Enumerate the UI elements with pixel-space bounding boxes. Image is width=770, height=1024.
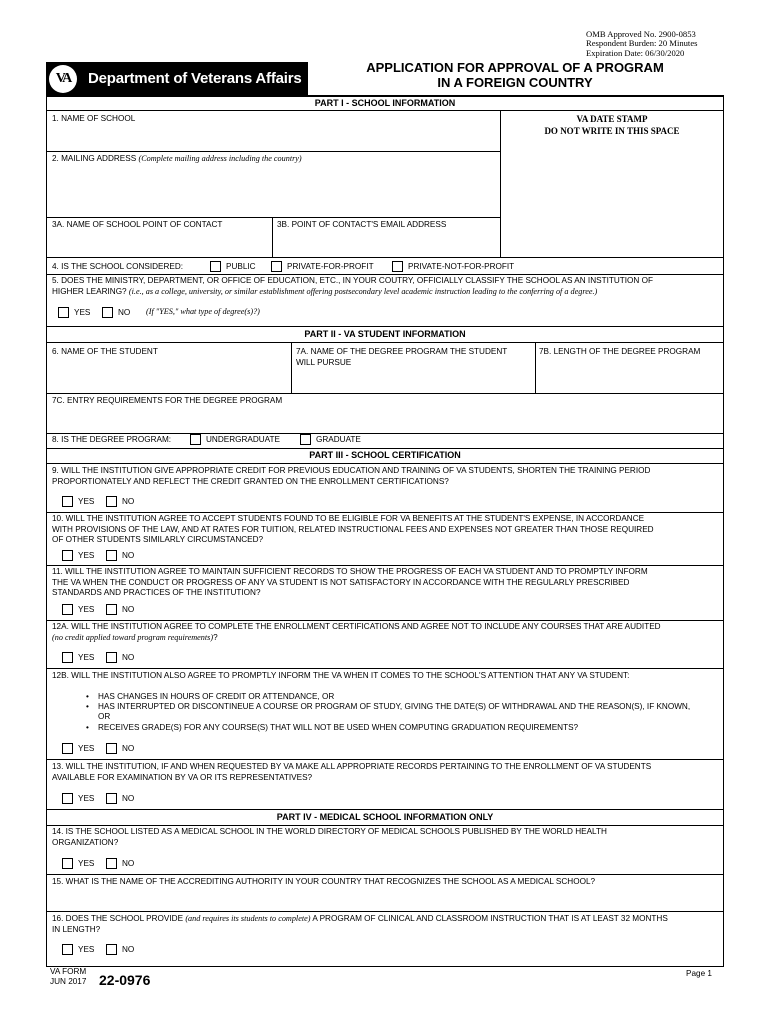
part3-heading: PART III - SCHOOL CERTIFICATION (309, 450, 461, 460)
public-checkbox[interactable] (210, 261, 221, 272)
q10-no-label: NO (122, 551, 135, 560)
divider (46, 274, 724, 275)
school-name-field[interactable] (50, 126, 496, 148)
q12a-no-checkbox[interactable] (106, 652, 117, 663)
part1-heading: PART I - SCHOOL INFORMATION (314, 98, 456, 108)
q14-no-checkbox[interactable] (106, 858, 117, 869)
q12b-label: 12B. WILL THE INSTITUTION ALSO AGREE TO PROMPTLY INFORM THE VA WHEN IT COMES TO THE SCHOOL'S ATTENTION THAT ANY VA STUDENT: (52, 671, 630, 680)
mailing-address-field[interactable] (50, 166, 496, 214)
q16-no-checkbox[interactable] (106, 944, 117, 955)
q14-no-label: NO (122, 859, 135, 868)
divider (46, 668, 724, 669)
q10-yes-label: YES (78, 551, 95, 560)
q1-label: 1. NAME OF SCHOOL (52, 114, 136, 123)
q2-text: 2. MAILING ADDRESS (52, 154, 137, 163)
q12b-no-label: NO (122, 744, 135, 753)
private-for-profit-checkbox[interactable] (271, 261, 282, 272)
q16-pre: 16. DOES THE SCHOOL PROVIDE (52, 914, 184, 923)
divider (46, 217, 500, 218)
q14-label (52, 827, 720, 848)
q8-label: 8. IS THE DEGREE PROGRAM: (52, 435, 172, 444)
q14-yes-label: YES (78, 859, 95, 868)
q5-line2-text: HIGHER LEARING? (52, 286, 127, 296)
q2-note: (Complete mailing address including the country) (138, 154, 302, 163)
divider (291, 342, 292, 393)
divider (46, 825, 724, 826)
stamp-title: VA DATE STAMP (576, 114, 648, 124)
q12b-no-checkbox[interactable] (106, 743, 117, 754)
q9-yes-label: YES (78, 497, 95, 506)
q12a-label (52, 622, 720, 643)
q12a-note: (no credit applied toward program requirements) (52, 632, 214, 642)
part4-heading: PART IV - MEDICAL SCHOOL INFORMATION ONLY (276, 812, 494, 822)
q7a-label (296, 347, 507, 368)
divider (46, 342, 724, 343)
q16-line1 (52, 914, 720, 925)
divider (46, 433, 724, 434)
degree-type-field[interactable] (330, 305, 716, 321)
contact-email-field[interactable] (276, 232, 496, 254)
q3b-label: 3B. POINT OF CONTACT'S EMAIL ADDRESS (277, 220, 447, 229)
q9-line1: 9. WILL THE INSTITUTION GIVE APPROPRIATE CREDIT FOR PREVIOUS EDUCATION AND TRAINING OF VA STUDENTS, SHORTEN THE TRAINING PERIOD (52, 466, 651, 475)
q5-note: (i.e., as a college, university, or similar establishment offering postsecondary level academic instruction leading to the conferring of a degree.) (128, 286, 598, 296)
student-name-field[interactable] (50, 360, 288, 390)
q12a-line1: 12A. WILL THE INSTITUTION AGREE TO COMPLETE THE ENROLLMENT CERTIFICATIONS AND AGREE NOT TO INCLUDE ANY COURSES THAT ARE AUDITED (52, 622, 661, 631)
accrediting-authority-field[interactable] (50, 889, 720, 909)
divider (46, 809, 724, 810)
divider (46, 393, 724, 394)
divider (535, 342, 536, 393)
divider (46, 110, 724, 111)
q10-line2: WITH PROVISIONS OF THE LAW, AND AT RATES FOR TUITION, RELATED INSTRUCTIONAL FEES AND EXPENSES NOT GREATER THAN THOSE REQUIRED (52, 524, 654, 534)
stamp-note: DO NOT WRITE IN THIS SPACE (544, 126, 680, 136)
q15-label: 15. WHAT IS THE NAME OF THE ACCREDITING AUTHORITY IN YOUR COUNTRY THAT RECOGNIZES THE SCHOOL AS A MEDICAL SCHOOL? (52, 877, 596, 886)
q9-line2: PROPORTIONATELY AND REFLECT THE CREDIT GRANTED ON THE ENROLLMENT CERTIFICATIONS? (52, 476, 449, 486)
q13-no-label: NO (122, 794, 135, 803)
q7b-label: 7B. LENGTH OF THE DEGREE PROGRAM (539, 347, 701, 356)
q5-line2 (52, 287, 720, 298)
q12b-yes-checkbox[interactable] (62, 743, 73, 754)
expiration-date: Expiration Date: 06/30/2020 (586, 47, 685, 58)
form-title (308, 60, 722, 90)
q16-yes-label: YES (78, 945, 95, 954)
page-number: Page 1 (686, 969, 712, 978)
q7a-line2: WILL PURSUE (296, 357, 352, 367)
q11-no-label: NO (122, 605, 135, 614)
q5-yes-label: YES (74, 308, 91, 317)
q12a-line2 (52, 633, 720, 644)
va-seal-mark: VA (49, 65, 77, 93)
q14-line2: ORGANIZATION? (52, 837, 119, 847)
q10-line3: OF OTHER STUDENTS SIMILARLY CIRCUMSTANCED? (52, 535, 264, 545)
divider (46, 326, 724, 327)
q2-label (52, 154, 302, 165)
divider (46, 759, 724, 760)
q11-line1: 11. WILL THE INSTITUTION AGREE TO MAINTAIN SUFFICIENT RECORDS TO SHOW THE PROGRESS OF EACH VA STUDENT AND TO PROMPTLY INFORM (52, 567, 648, 576)
q11-line2: THE VA WHEN THE CONDUCT OR PROGRESS OF ANY VA STUDENT IS NOT SATISFACTORY IN ACCORDANCE WITH THE REGULARLY PRESCRIBED (52, 577, 630, 587)
q13-line1: 13. WILL THE INSTITUTION, IF AND WHEN REQUESTED BY VA MAKE ALL APPROPRIATE RECORDS PERTAINING TO THE ENROLLMENT OF VA STUDENTS (52, 762, 652, 771)
q16-post: A PROGRAM OF CLINICAL AND CLASSROOM INSTRUCTION THAT IS AT LEAST 32 MONTHS (312, 914, 668, 923)
q10-no-checkbox[interactable] (106, 550, 117, 561)
q12b-bullet: • HAS CHANGES IN HOURS OF CREDIT OR ATTENDANCE, OR (86, 692, 716, 702)
graduate-checkbox[interactable] (300, 434, 311, 445)
undergraduate-label: UNDERGRADUATE (206, 435, 280, 444)
divider (46, 565, 724, 566)
respondent-burden: Respondent Burden: 20 Minutes (586, 38, 698, 49)
q9-no-checkbox[interactable] (106, 496, 117, 507)
q10-yes-checkbox[interactable] (62, 550, 73, 561)
q14-yes-checkbox[interactable] (62, 858, 73, 869)
q12a-no-label: NO (122, 653, 135, 662)
divider (46, 463, 724, 464)
omb-number: OMB Approved No. 2900-0853 (586, 29, 696, 39)
q3a-label: 3A. NAME OF SCHOOL POINT OF CONTACT (52, 220, 223, 229)
entry-requirements-field[interactable] (50, 408, 720, 430)
q16-label (52, 914, 720, 935)
q5-label (52, 276, 720, 297)
private-not-for-profit-label: PRIVATE-NOT-FOR-PROFIT (408, 262, 515, 271)
private-for-profit-label: PRIVATE-FOR-PROFIT (287, 262, 374, 271)
q4-label: 4. IS THE SCHOOL CONSIDERED: (52, 262, 184, 271)
form-footer-left (50, 967, 86, 987)
q5-degree-prompt-text: (If "YES," what type of degree(s)?) (146, 307, 260, 316)
q12b-bullet: • RECEIVES GRADE(S) FOR ANY COURSE(S) THAT WILL NOT BE USED WHEN COMPUTING GRADUATION REQUIREMENTS? (86, 723, 716, 733)
graduate-label: GRADUATE (316, 435, 361, 444)
q7c-label: 7C. ENTRY REQUIREMENTS FOR THE DEGREE PROGRAM (52, 396, 283, 405)
q11-yes-label: YES (78, 605, 95, 614)
q5-degree-prompt (146, 307, 260, 318)
degree-program-name-field[interactable] (294, 370, 532, 390)
divider (46, 257, 724, 258)
q12b-bullet: • HAS INTERRUPTED OR DISCONTINEUE A COURSE OR PROGRAM OF STUDY, GIVING THE DATE(S) OF WITHDRAWAL AND THE REASON(S), IF KNOWN, OR (86, 702, 716, 722)
q11-yes-checkbox[interactable] (62, 604, 73, 615)
q11-no-checkbox[interactable] (106, 604, 117, 615)
q5-line1: 5. DOES THE MINISTRY, DEPARTMENT, OR OFFICE OF EDUCATION, ETC., IN YOUR COUTRY, OFFICIALLY CLASSIFY THE SCHOOL AS AN INSTITUTION OF (52, 276, 653, 285)
q10-line1: 10. WILL THE INSTITUTION AGREE TO ACCEPT STUDENTS FOUND TO BE ELIGIBLE FOR VA BENEFITS AT THE STUDENT'S EXPENSE, IN ACCORDANCE (52, 514, 645, 523)
q11-line3: STANDARDS AND PRACTICES OF THE INSTITUTION? (52, 588, 261, 598)
q13-label (52, 762, 720, 783)
q9-label (52, 466, 720, 487)
q13-yes-label: YES (78, 794, 95, 803)
contact-name-field[interactable] (50, 232, 268, 254)
q9-yes-checkbox[interactable] (62, 496, 73, 507)
divider (46, 512, 724, 513)
q12b-yes-label: YES (78, 744, 95, 753)
q14-line1: 14. IS THE SCHOOL LISTED AS A MEDICAL SCHOOL IN THE WORLD DIRECTORY OF MEDICAL SCHOOLS PUBLISHED BY THE WORLD HEALTH (52, 827, 607, 836)
divider (46, 911, 724, 912)
q12b-bullet-list (86, 692, 716, 733)
degree-program-length-field[interactable] (538, 360, 720, 390)
q5-no-label: NO (118, 308, 131, 317)
q5-no-checkbox[interactable] (102, 307, 113, 318)
private-not-for-profit-checkbox[interactable] (392, 261, 403, 272)
department-name: Department of Veterans Affairs (88, 70, 302, 87)
q16-yes-checkbox[interactable] (62, 944, 73, 955)
q16-note: (and requires its students to complete) (185, 914, 311, 923)
q5-yes-checkbox[interactable] (58, 307, 69, 318)
divider (272, 217, 273, 257)
q10-label (52, 514, 720, 546)
q12a-yes-label: YES (78, 653, 95, 662)
q9-no-label: NO (122, 497, 135, 506)
divider (46, 620, 724, 621)
q12a-end: ? (213, 632, 218, 642)
part2-heading: PART II - VA STUDENT INFORMATION (304, 329, 466, 339)
va-logo-banner (46, 62, 308, 95)
q6-label: 6. NAME OF THE STUDENT (52, 347, 158, 356)
q13-line2: AVAILABLE FOR EXAMINATION BY VA OR ITS REPRESENTATIVES? (52, 772, 313, 782)
form-title-line2: IN A FOREIGN COUNTRY (437, 75, 593, 90)
q16-no-label: NO (122, 945, 135, 954)
q11-label (52, 567, 720, 599)
q13-no-checkbox[interactable] (106, 793, 117, 804)
q16-line2: IN LENGTH? (52, 924, 101, 934)
q12a-yes-checkbox[interactable] (62, 652, 73, 663)
form-title-line1: APPLICATION FOR APPROVAL OF A PROGRAM (366, 60, 664, 75)
form-label: VA FORM (50, 967, 87, 976)
form-date: JUN 2017 (50, 977, 87, 986)
undergraduate-checkbox[interactable] (190, 434, 201, 445)
va-date-stamp (500, 113, 724, 137)
divider (46, 874, 724, 875)
form-number: 22-0976 (99, 972, 151, 988)
q13-yes-checkbox[interactable] (62, 793, 73, 804)
public-label: PUBLIC (226, 262, 256, 271)
divider (46, 151, 500, 152)
q7a-line1: 7A. NAME OF THE DEGREE PROGRAM THE STUDENT (296, 347, 508, 356)
omb-info (586, 30, 697, 58)
va-seal-icon (46, 62, 80, 95)
